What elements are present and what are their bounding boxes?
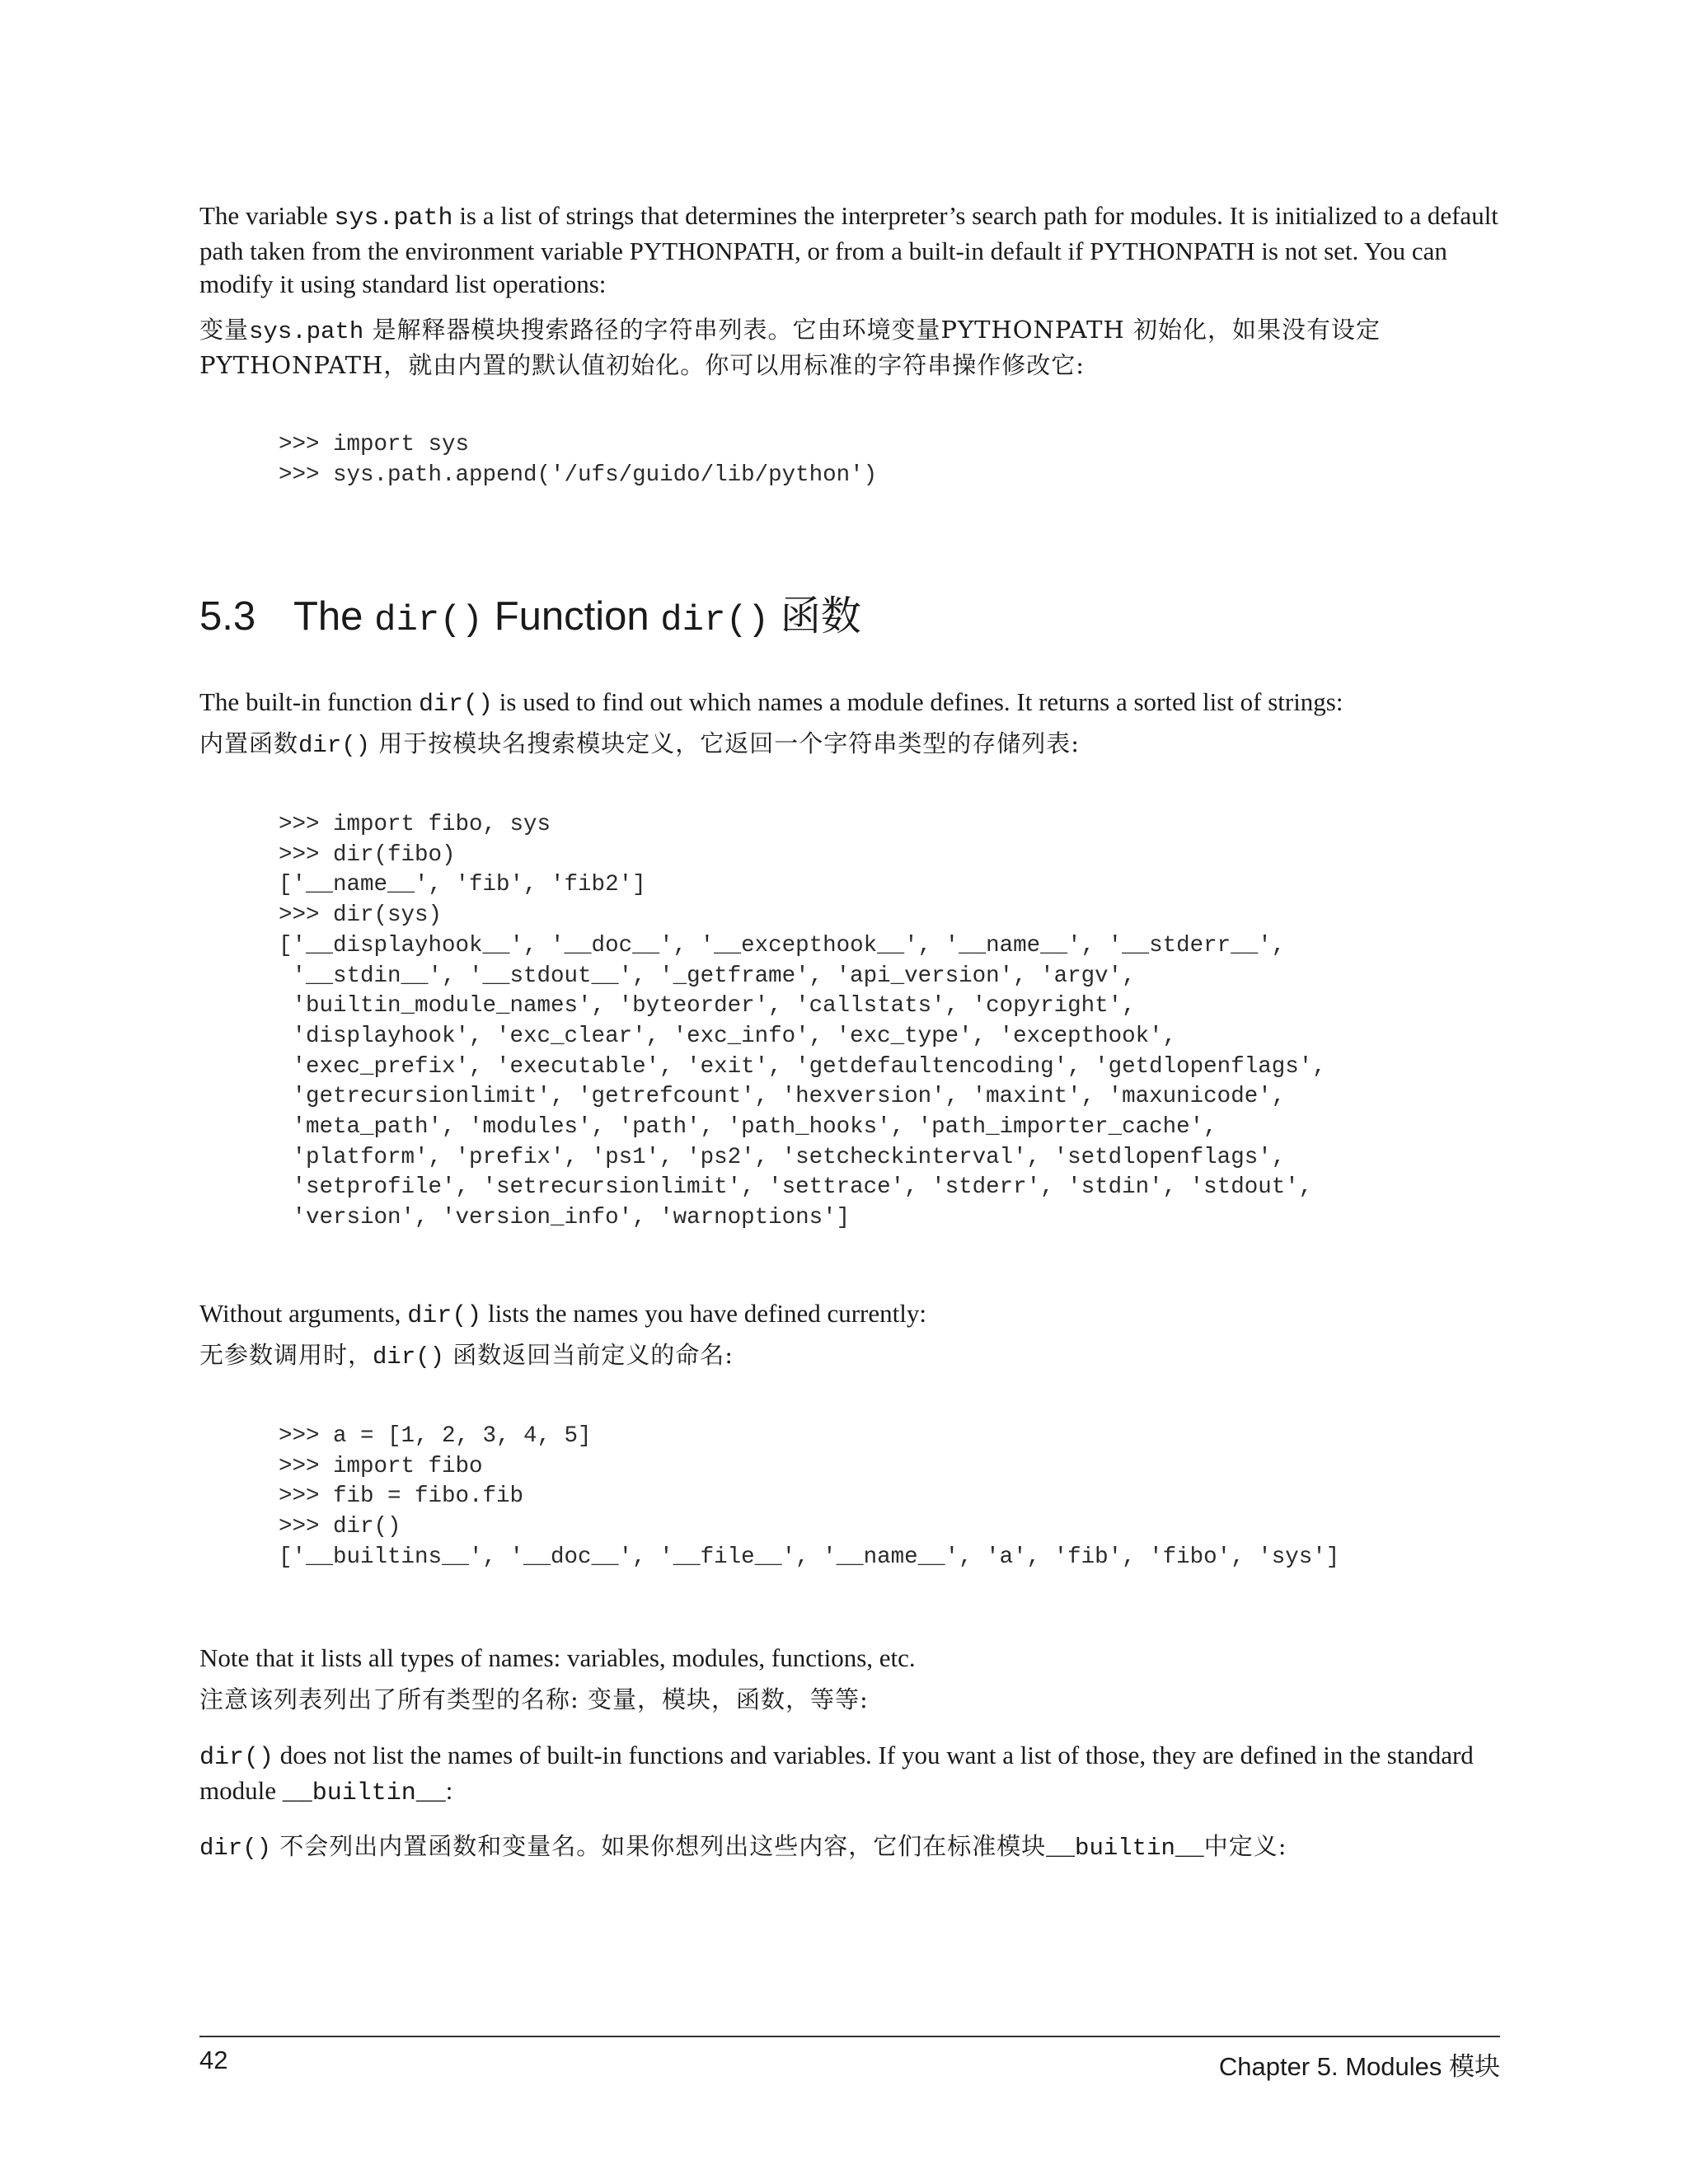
footer-divider xyxy=(199,2036,1500,2037)
paragraph-all-types-cn: 注意该列表列出了所有类型的名称: 变量，模块，函数，等等: xyxy=(199,1685,869,1713)
paragraph-builtin-module: dir() does not list the names of built-in functions and variables. If you want a list of those, they are defined in the standard module __builtin__: xyxy=(199,1741,1474,1807)
inline-code: dir() xyxy=(199,1744,274,1772)
inline-code: dir() xyxy=(199,1835,272,1862)
paragraph-sys-path: The variable sys.path is a list of strings that determines the interpreter’s search path for modules. It is initialized to a default path taken from the environment variable PYTHONPATH, or from a built-in default if PYTHONPATH is not set. You can modify it using standard list operations: xyxy=(199,201,1498,298)
section-number: 5.3 xyxy=(199,594,256,639)
inline-code: sys.path xyxy=(334,204,453,232)
inline-code: dir() xyxy=(407,1302,482,1330)
paragraph-dir-builtin: The built-in function dir() is used to find out which names a module defines. It returns a sorted list of strings: xyxy=(199,687,1343,719)
paragraph-all-types: Note that it lists all types of names: variables, modules, functions, etc. xyxy=(199,1643,916,1672)
section-heading: 5.3 The dir() Function dir() 函数 xyxy=(199,592,861,645)
inline-code: __builtin__ xyxy=(1046,1835,1204,1862)
chapter-title: Chapter 5. Modules 模块 xyxy=(1218,2052,1500,2081)
paragraph-builtin-module-cn: dir() 不会列出内置函数和变量名。如果你想列出这些内容，它们在标准模块__builtin__中定义: xyxy=(199,1832,1287,1862)
inline-code: __builtin__ xyxy=(282,1779,446,1807)
page-number: 42 xyxy=(199,2046,228,2074)
paragraph-sys-path-cn: 变量sys.path 是解释器模块搜索路径的字符串列表。它由环境变量PYTHONPATH 初始化，如果没有设定PYTHONPATH，就由内置的默认值初始化。你可以用标准的字符串操作修改它: xyxy=(199,316,1381,379)
code-block-dir-no-args: >>> a = [1, 2, 3, 4, 5] >>> import fibo >>> fib = fibo.fib >>> dir() ['__builtins__', '__doc__', '__file__', '__name__', 'a', 'fib', 'fibo', 'sys'] xyxy=(279,1423,1340,1570)
code-block-sys-path: >>> import sys >>> sys.path.append('/ufs/guido/lib/python') xyxy=(279,432,878,488)
inline-code: sys.path xyxy=(249,318,364,345)
paragraph-dir-builtin-cn: 内置函数dir() 用于按模块名搜索模块定义，它返回一个字符串类型的存储列表: xyxy=(199,729,1081,759)
inline-code: dir() xyxy=(298,732,371,759)
paragraph-dir-no-args: Without arguments, dir() lists the names you have defined currently: xyxy=(199,1299,926,1330)
paragraph-dir-no-args-cn: 无参数调用时，dir() 函数返回当前定义的命名: xyxy=(199,1341,734,1371)
inline-code: dir() xyxy=(373,1343,445,1371)
code-block-dir-fibo-sys: >>> import fibo, sys >>> dir(fibo) ['__name__', 'fib', 'fib2'] >>> dir(sys) ['__displayhook__', '__doc__', '__excepthook__', '__name__', '__stderr__', '__stdin__', '__stdout__', '_getframe', 'api_version', 'argv', 'builtin_module_names', 'byteorder', 'callstats', 'copyright', 'displayhook', 'exc_clear', 'exc_info', 'exc_type', 'excepthook', 'exec_prefix', 'executable', 'exit', 'getdefaultencoding', 'getdlopenflags', 'getrecursionlimit', 'getrefcount', 'hexversion', 'maxint', 'maxunicode', 'meta_path', 'modules', 'path', 'path_hooks', 'path_importer_cache', 'platform', 'prefix', 'ps1', 'ps2', 'setcheckinterval', 'setdlopenflags', 'setprofile', 'setrecursionlimit', 'settrace', 'stderr', 'stdin', 'stdout', 'version', 'version_info', 'warnoptions'] xyxy=(279,812,1326,1231)
inline-code: dir() xyxy=(419,691,494,719)
